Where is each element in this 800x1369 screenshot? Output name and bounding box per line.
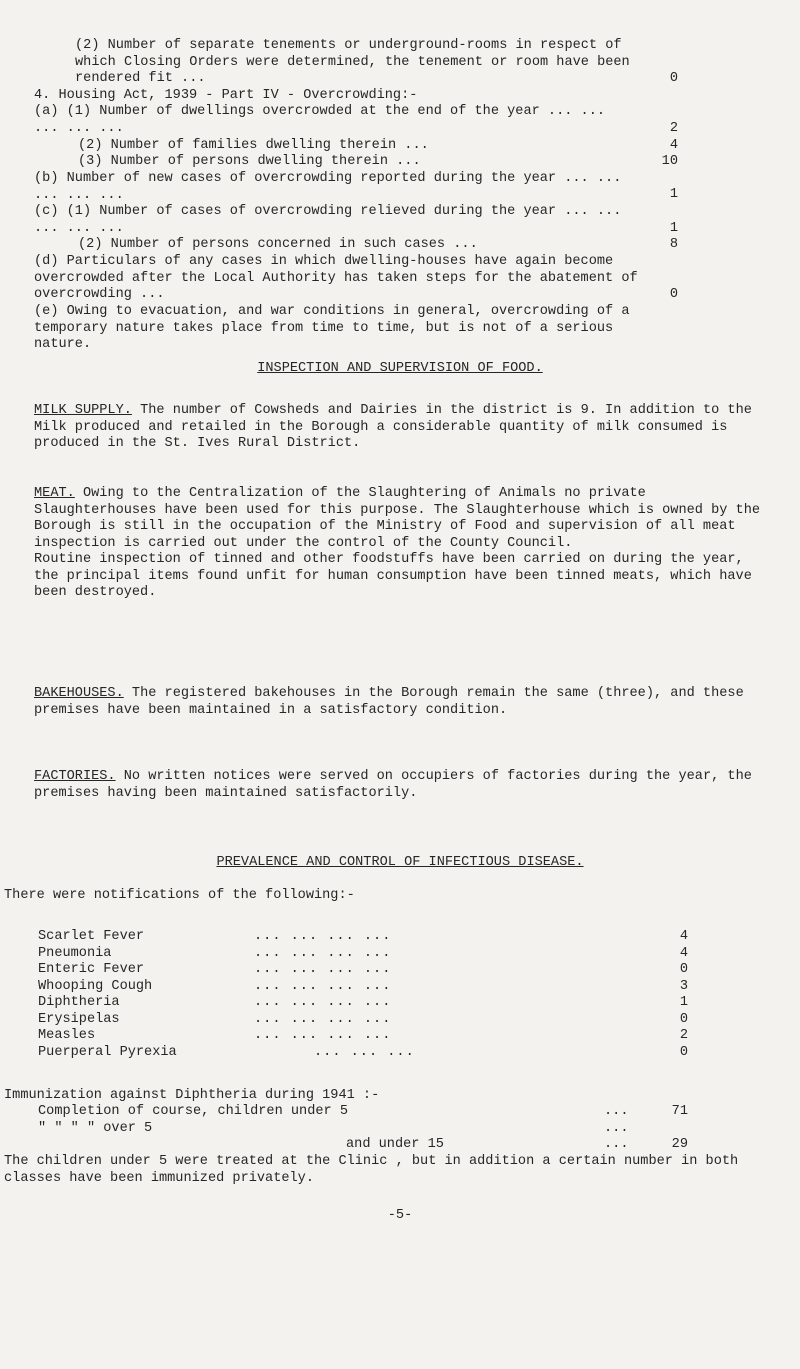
disease-count: 0 bbox=[679, 1011, 688, 1027]
disease-name: Whooping Cough bbox=[38, 978, 153, 994]
disease-dots: ... ... ... ... bbox=[254, 962, 392, 977]
disease-count: 4 bbox=[679, 929, 688, 944]
infectious-title: PREVALENCE AND CONTROL OF INFECTIOUS DISEASE. bbox=[216, 855, 584, 870]
milk-supply-text: The number of Cowsheds and Dairies in the district is 9. In addition to the Milk produced and retailed in the Borough a considerable quantity of milk consumed is produced in the St. Ives Rural District. bbox=[34, 403, 752, 451]
disease-dots: ... ... ... ... bbox=[254, 1011, 392, 1027]
tenements-text: (2) Number of separate tenements or underground-rooms in respect of which Closing Orders were determined, the tenement or room have been rendered fit ... bbox=[75, 38, 630, 86]
immunization-footer bbox=[4, 1154, 794, 1187]
tenements-item bbox=[75, 38, 665, 88]
item-a1-text: (a) (1) Number of dwellings overcrowded at the end of the year ... ... ... ... ... bbox=[34, 104, 606, 136]
disease-row bbox=[0, 1012, 800, 1029]
notifications-intro: There were notifications of the following:- bbox=[4, 888, 355, 903]
disease-row bbox=[0, 1045, 800, 1062]
item-c1-value: 1 bbox=[669, 221, 678, 236]
item-b bbox=[34, 171, 634, 204]
disease-count: 3 bbox=[679, 978, 688, 994]
disease-row bbox=[0, 979, 800, 996]
disease-row bbox=[0, 995, 800, 1012]
disease-count: 1 bbox=[679, 995, 688, 1010]
tenements-value: 0 bbox=[669, 71, 678, 86]
housing-section-heading: 4. Housing Act, 1939 - Part IV - Overcrowding:- bbox=[34, 88, 418, 103]
item-c2-text: (2) Number of persons concerned in such cases ... bbox=[78, 237, 478, 252]
disease-dots: ... ... ... bbox=[314, 1044, 415, 1060]
disease-row bbox=[0, 1028, 800, 1045]
item-e bbox=[34, 304, 654, 354]
disease-dots: ... ... ... ... bbox=[254, 1028, 392, 1043]
immunization-under15-value: 29 bbox=[671, 1137, 688, 1152]
meat-text-2: Routine inspection of tinned and other foodstuffs have been carried on during the year, the principal items found unfit for human consumption have been tinned meats, which have been destroyed. bbox=[34, 552, 752, 600]
disease-name: Pneumonia bbox=[38, 945, 112, 961]
disease-count: 0 bbox=[679, 962, 688, 977]
item-d-value: 0 bbox=[669, 287, 678, 302]
disease-count: 0 bbox=[679, 1044, 688, 1060]
bakehouses-heading: BAKEHOUSES. bbox=[34, 686, 124, 701]
disease-count: 4 bbox=[679, 945, 688, 961]
item-a3-text: (3) Number of persons dwelling therein ... bbox=[78, 154, 421, 169]
immunization-footer-text: The children under 5 were treated at the Clinic , but in addition a certain number in both classes have been immunized privately. bbox=[4, 1154, 739, 1186]
immunization-line-under15: and under 15 bbox=[346, 1137, 444, 1152]
disease-name: Enteric Fever bbox=[38, 962, 145, 977]
item-b-value: 1 bbox=[669, 187, 678, 202]
bakehouses-text: The registered bakehouses in the Borough remain the same (three), and these premises have been maintained in a satisfactory condition. bbox=[34, 686, 744, 718]
factories-heading: FACTORIES. bbox=[34, 769, 116, 784]
item-c1 bbox=[34, 204, 634, 237]
disease-row bbox=[0, 946, 800, 963]
disease-list bbox=[0, 929, 800, 1061]
item-d bbox=[34, 254, 654, 304]
disease-name: Erysipelas bbox=[38, 1011, 120, 1027]
milk-supply-paragraph bbox=[34, 403, 769, 453]
bakehouses-paragraph bbox=[34, 686, 769, 719]
immunization-line-under15-dots: ... bbox=[604, 1137, 629, 1152]
immunization-line-over5-dots: ... bbox=[604, 1121, 629, 1136]
disease-row bbox=[0, 929, 800, 946]
disease-name: Puerperal Pyrexia bbox=[38, 1044, 177, 1060]
meat-heading: MEAT. bbox=[34, 486, 75, 501]
item-a2-value: 4 bbox=[669, 138, 678, 153]
milk-supply-heading: MILK SUPPLY. bbox=[34, 403, 132, 418]
item-a3-value: 10 bbox=[661, 154, 678, 169]
item-a1 bbox=[34, 104, 634, 137]
disease-dots: ... ... ... ... bbox=[254, 978, 392, 994]
meat-paragraph bbox=[34, 486, 769, 602]
disease-name: Measles bbox=[38, 1028, 96, 1043]
disease-count: 2 bbox=[679, 1028, 688, 1043]
immunization-under5-value: 71 bbox=[671, 1104, 688, 1119]
item-c1-text: (c) (1) Number of cases of overcrowding relieved during the year ... ... ... ... ... bbox=[34, 204, 622, 236]
disease-dots: ... ... ... ... bbox=[254, 945, 392, 961]
item-a1-value: 2 bbox=[669, 121, 678, 136]
disease-name: Diphtheria bbox=[38, 995, 120, 1010]
item-a2-text: (2) Number of families dwelling therein ... bbox=[78, 138, 429, 153]
immunization-heading: Immunization against Diphtheria during 1941 :- bbox=[4, 1088, 380, 1103]
item-d-text: (d) Particulars of any cases in which dwelling-houses have again become overcrowded after the Local Authority has taken steps for the abatement of overcrowding ... bbox=[34, 254, 638, 302]
factories-paragraph bbox=[34, 769, 779, 802]
inspection-title: INSPECTION AND SUPERVISION OF FOOD. bbox=[257, 361, 543, 376]
immunization-line-over5: " " " " over 5 bbox=[38, 1121, 153, 1136]
item-b-text: (b) Number of new cases of overcrowding reported during the year ... ... ... ... ... bbox=[34, 171, 622, 203]
disease-dots: ... ... ... ... bbox=[254, 929, 392, 944]
factories-text: No written notices were served on occupiers of factories during the year, the premises having been maintained satisfactorily. bbox=[34, 769, 752, 801]
disease-name: Scarlet Fever bbox=[38, 929, 145, 944]
immunization-line-under5: Completion of course, children under 5 bbox=[38, 1104, 348, 1119]
disease-row bbox=[0, 962, 800, 979]
page-number: -5- bbox=[387, 1208, 413, 1223]
item-e-text: (e) Owing to evacuation, and war conditions in general, overcrowding of a temporary nature takes place from time to time, but is not of a serious nature. bbox=[34, 304, 630, 352]
disease-dots: ... ... ... ... bbox=[254, 995, 392, 1010]
meat-text-1: Owing to the Centralization of the Slaughtering of Animals no private Slaughterhouses have been used for this purpose. The Slaughterhouse which is owned by the Borough is still in the occupation of the Ministry of Food and supervision of all meat inspection is carried out under the control of the County Council. bbox=[34, 486, 761, 551]
immunization-line-under5-dots: ... bbox=[604, 1104, 629, 1119]
item-c2-value: 8 bbox=[669, 237, 678, 252]
